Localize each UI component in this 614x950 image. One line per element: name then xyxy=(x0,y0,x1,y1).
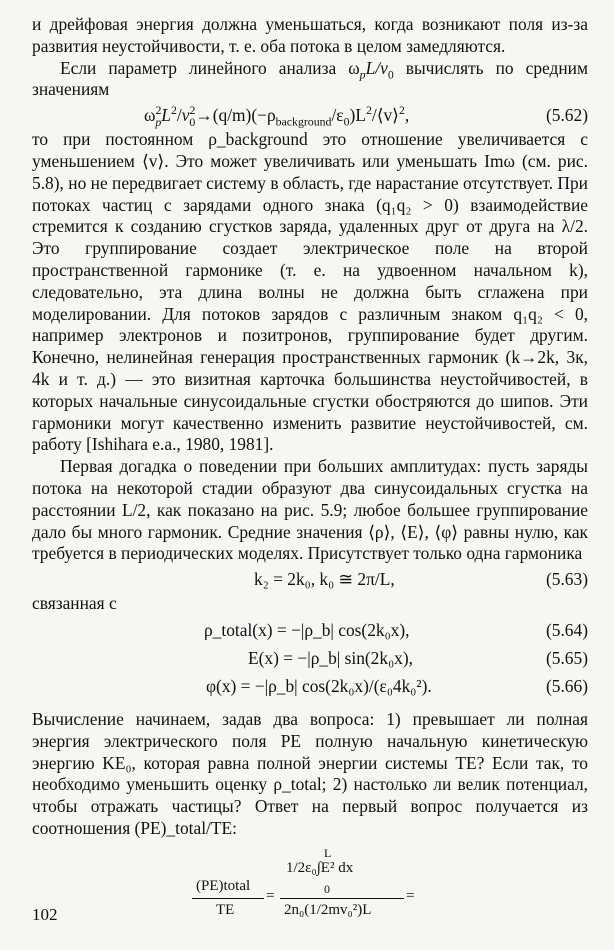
equation-5-65 xyxy=(32,645,588,671)
equation-5-63 xyxy=(32,567,588,591)
frac-lhs-denominator: TE xyxy=(216,901,235,918)
frac-equals-2: = xyxy=(406,887,415,904)
p1-end: вычислять по средним значениям xyxy=(32,57,588,100)
eq566-expr: φ(x) = −|ρ_b| cos(2k₀x)/(ε₀4k₀²). xyxy=(206,675,432,696)
equation-5-66 xyxy=(32,673,588,699)
eq565-number: (5.65) xyxy=(545,647,588,668)
paragraph-linear-analysis: Если параметр линейного анализа $\omega_pL/v_0$ вычислять по средним значениям xyxy=(32,57,588,100)
eq562-number: (5.62) xyxy=(545,105,588,126)
p1-mid: L/v xyxy=(365,57,388,78)
frac-rhs-numerator: 1/2ε₀∫E² dx xyxy=(286,859,354,876)
paragraph-questions: Вычисление начинаем, задав два вопроса: 1) превышает ли полная энергия электрического поля PE полную начальную кинетическую энергию KE₀, которая равна полной энергии системы TE? Если так, то необходимо уменьшить оценку ρ_total; 2) настолько ли велик потенциал, чтобы отражать частицы? Ответ на первый вопрос получается из соотношения (PE)_total/TE: xyxy=(32,708,588,838)
frac-rhs-bar xyxy=(280,898,404,899)
frac-lower-limit: 0 xyxy=(324,881,330,896)
equation-5-62 xyxy=(32,103,588,127)
frac-lhs-numerator: (PE)total xyxy=(196,877,251,894)
eq564-expr: ρ_total(x) = −|ρ_b| cos(2k₀x), xyxy=(204,619,410,640)
page-number: 102 xyxy=(32,905,58,924)
equation-5-64 xyxy=(32,617,588,643)
paragraph-large-amplitude: Первая догадка о поведении при больших амплитудах: пусть заряды потока на некоторой стадии образуют два синусоидальных сгустка на расстоянии L/2, как показано на рис. 5.9; любое большее группирование дало бы много гармоник. Средние значения ⟨ρ⟩, ⟨E⟩, ⟨φ⟩ равны нулю, как требуется в периодических моделях. Присутствует только одна гармоника xyxy=(32,456,588,564)
eq562-expr: $\omega^2_pL^2/v^2_0\to(q/m)(-\rho_{background}/\varepsilon_0)L^2/⟨v⟩^2$, xyxy=(144,103,410,129)
paragraph-intro: и дрейфовая энергия должна уменьшаться, когда возникают поля из-за развития неустойчивости, т. е. оба потока в целом замедляются. xyxy=(32,14,588,56)
frac-lhs-bar xyxy=(192,898,264,899)
p1-start: Если параметр линейного анализа ω xyxy=(60,57,360,78)
eq564-number: (5.64) xyxy=(545,619,588,640)
frac-upper-limit: L xyxy=(324,845,332,860)
eq563-number: (5.63) xyxy=(545,569,588,590)
paragraph-harmonics: то при постоянном ρ_background это отношение увеличивается с уменьшением ⟨v⟩. Это может увеличивать или уменьшать Imω (см. рис. 5.8), но не передвигает систему в область, где нарастание отсутствует. При потоках частиц с зарядами одного знака (q₁q₂ > 0) взаимодействие стремится к созданию сгустков заряда, удаленных друг от друга на λ/2. Это группирование создает электрическое поле на второй пространственной гармонике (т. е. на удвоенном начальном k), следовательно, эта длина волны не должна быть сглажена при моделировании. Для потоков зарядов с различным знаком q₁q₂ < 0, например электронов и позитронов, группирование будет другим. Конечно, нелинейная генерация пространственных гармоник (k→2k, 3к, 4k и т. д.) — это визитная карточка большинства неустойчивостей, в которых начальные синусоидальные сгустки обостряются до шипов. Эти гармоники могут качественно изменить развитие неустойчивостей, см. работу [Ishihara e.a., 1980, 1981]. xyxy=(32,129,588,455)
energy-ratio-fraction xyxy=(32,846,588,938)
label-related: связанная с xyxy=(32,593,117,614)
frac-equals-1: = xyxy=(266,887,275,904)
eq566-number: (5.66) xyxy=(545,675,588,696)
frac-rhs-denominator: 2n₀(1/2mv₀²)L xyxy=(284,901,372,918)
eq563-expr: k₂ = 2k₀, k₀ ≅ 2π/L, xyxy=(254,569,395,590)
eq565-expr: E(x) = −|ρ_b| sin(2k₀x), xyxy=(248,647,413,668)
